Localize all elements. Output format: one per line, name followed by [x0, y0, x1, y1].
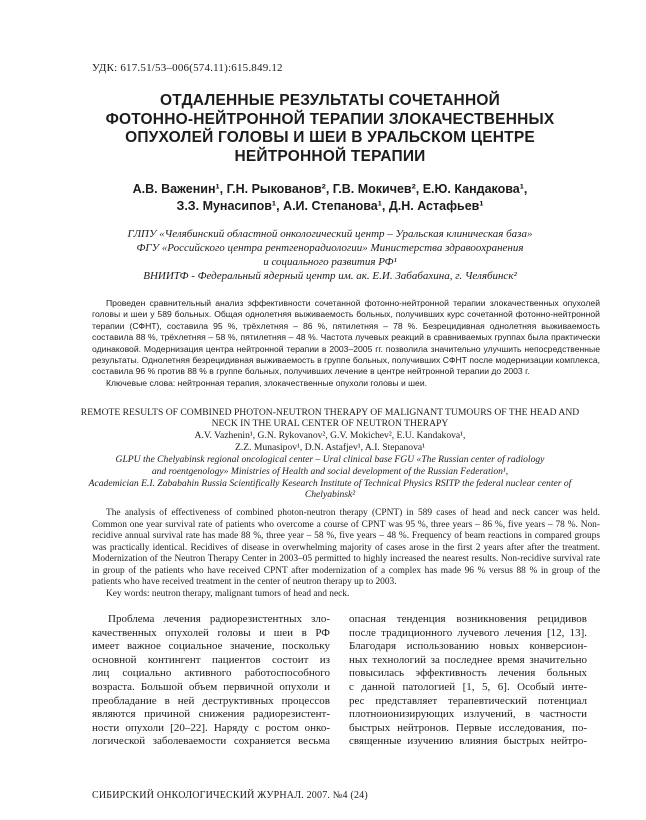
body-line: преобладание в ней деструктивных процессов [92, 694, 330, 707]
abstract-en: The analysis of effectiveness of combined photon-neutron therapy (CPNT) in 589 cases of head and neck cancer was held. Common one year survival rate of patients who overcome a course of CPNT was 95 %, three years – 86 %, five years – 78 %. Non-recidive annual survival rate has made 88 %, three year – 58 %, five years – 48 %. Frequency of beam reactions in compared groups was practically identical. Recidives of disease in overwhelming majority of cases arose in the first 2 years after after the treatment. Modernization of the Neutron Therapy Center in 2003–05 permitted to highly increased the nearest results. Non-recidive survival rate in group of the patients who have received CPNT after modernization of a complex has made 96 % versus 88 % in group of the patients who have received treatment in the center of neutron therapy up to 2003. [92, 508, 600, 587]
body-line: логической заболеваемости сохраняется весьма [92, 735, 330, 748]
en-title-line: NECK IN THE URAL CENTER OF NEUTRON THERAPY [211, 418, 449, 430]
en-authors-line: Z.Z. Munasipov¹, D.N. Astafjev¹, A.I. Stepanova¹ [234, 442, 426, 453]
body-line: священные изучению влияния быстрых нейтро- [349, 735, 587, 748]
en-title-line: REMOTE RESULTS OF COMBINED PHOTON-NEUTRON THERAPY OF MALIGNANT TUMOURS OF THE HEAD AND [80, 407, 580, 418]
body-line: ности опухоли [20–22]. Наряду с ростом онко- [92, 721, 330, 734]
en-authors-line: A.V. Vazhenin¹, G.N. Rykovanov², G.V. Mokichev², E.U. Kandakova¹, [194, 430, 466, 441]
body-line: повысилась эффективность лечения больных [349, 667, 587, 680]
journal-footer: СИБИРСКИЙ ОНКОЛОГИЧЕСКИЙ ЖУРНАЛ. 2007. №4 (24) [92, 790, 368, 801]
en-affiliation-line: Academician E.I. Zababahin Russia Scientifically Kesearch Institute of Technical Physics RSITP the federal nuclear center of [88, 477, 572, 489]
body-line: Проблема лечения радиорезистентных зло- [108, 613, 330, 625]
en-affiliation-line: GLPU the Chelyabinsk regional oncological center – Ural clinical base FGU «The Russian center of radiology [115, 454, 545, 465]
body-column-left [92, 613, 330, 749]
affiliations-en [80, 454, 580, 501]
body-column-right [349, 613, 587, 749]
title-line: ФОТОННО-НЕЙТРОННОЙ ТЕРАПИИ ЗЛОКАЧЕСТВЕННЫХ [105, 110, 555, 128]
abstract-ru: Проведен сравнительный анализ эффективности сочетанной фотонно-нейтронной терапии злокачественных опухолей головы и шеи у 589 больных. Общая однолетняя выживаемость больных, получивших курс сочетанной фотонно-нейтронной терапии (СФНТ), составила 95 %, трёхлетняя – 86 %, пятилетняя – 78 %. Безрецидивная однолетняя выживаемость составила 88 %, трёхлетняя – 58 %, пятилетняя – 48 %. Частота лучевых реакций в сравниваемых группах была практически одинаковой. Модернизация центра нейтронной терапии в 2003–2005 гг. позволила значительно улучшить непосредственные результаты. Однолетняя безрецидивная выживаемость в группе больных, получивших СФНТ после модернизации комплекса, составила 96 % против 88 % в группе больных, получивших лечение в центре нейтронной терапии до 2003 г. [92, 298, 600, 377]
en-affiliation-line: and roentgenology» Ministries of Health and social development of the Russian Federation¹, [151, 465, 509, 477]
body-line: основной контингент пациентов состоит из [92, 653, 330, 666]
body-line: после традиционного лучевого лечения [12, 13]. [349, 626, 587, 639]
article-title-en [80, 407, 580, 430]
affiliation-line: ГЛПУ «Челябинский областной онкологический центр – Уральская клиническая база» [127, 228, 533, 240]
title-line: ОПУХОЛЕЙ ГОЛОВЫ И ШЕИ В УРАЛЬСКОМ ЦЕНТРЕ [125, 129, 535, 146]
authors-line: А.В. Важенин¹, Г.Н. Рыкованов², Г.В. Мокичев², Е.Ю. Кандакова¹, [132, 182, 528, 196]
authors-en [80, 430, 580, 454]
body-line: быстрых нейтронов. Первые исследования, по- [349, 721, 587, 734]
keywords-ru: Ключевые слова: нейтронная терапия, злокачественные опухоли головы и шеи. [106, 377, 428, 388]
abstract-ru-block [92, 298, 600, 389]
affiliation-line: ФГУ «Российского центра рентгенорадиологии» Министерства здравоохранения [136, 242, 524, 254]
udk-code: УДК: 617.51/53–006(574.11):615.849.12 [92, 62, 283, 74]
authors-ru [80, 181, 580, 215]
article-title-ru [80, 92, 580, 166]
body-line: возраста. Большой объем первичной опухоли и [92, 680, 330, 693]
body-line: качественных опухолей головы и шеи в РФ [92, 626, 330, 639]
title-line: НЕЙТРОННОЙ ТЕРАПИИ [234, 147, 426, 165]
body-line: являются причиной снижения радиорезистент- [92, 708, 330, 721]
body-line: имеет важное социальное значение, поскольку [92, 640, 330, 653]
abstract-en-block [92, 508, 600, 600]
affiliation-line: и социального развития РФ¹ [263, 256, 397, 268]
body-line: рес представляет терапевтический потенциал [349, 694, 587, 707]
title-line: ОТДАЛЕННЫЕ РЕЗУЛЬТАТЫ СОЧЕТАННОЙ [160, 92, 500, 109]
body-line: с данной патологией [1, 5, 6]. Особый инте- [349, 680, 587, 693]
body-line: плотноионизирующих излучений, в частности [349, 708, 587, 721]
body-line: опасная тенденция возникновения рецидивов [349, 613, 587, 625]
body-line: лиц социально активного работоспособного [92, 667, 330, 680]
affiliation-line: ВНИИТФ - Федеральный ядерный центр им. ак. Е.И. Забабахина, г. Челябинск² [143, 270, 517, 282]
authors-line: З.З. Мунасипов¹, А.И. Степанова¹, Д.Н. Астафьев¹ [176, 199, 484, 213]
body-line: Благодаря использованию новых конверсион- [349, 640, 587, 653]
en-affiliation-line: Chelyabinsk² [304, 489, 356, 501]
body-line: ных технологий за последнее время значительно [349, 653, 587, 666]
keywords-en: Key words: neutron therapy, malignant tumors of head and neck. [106, 588, 350, 599]
affiliations-ru [80, 227, 580, 283]
